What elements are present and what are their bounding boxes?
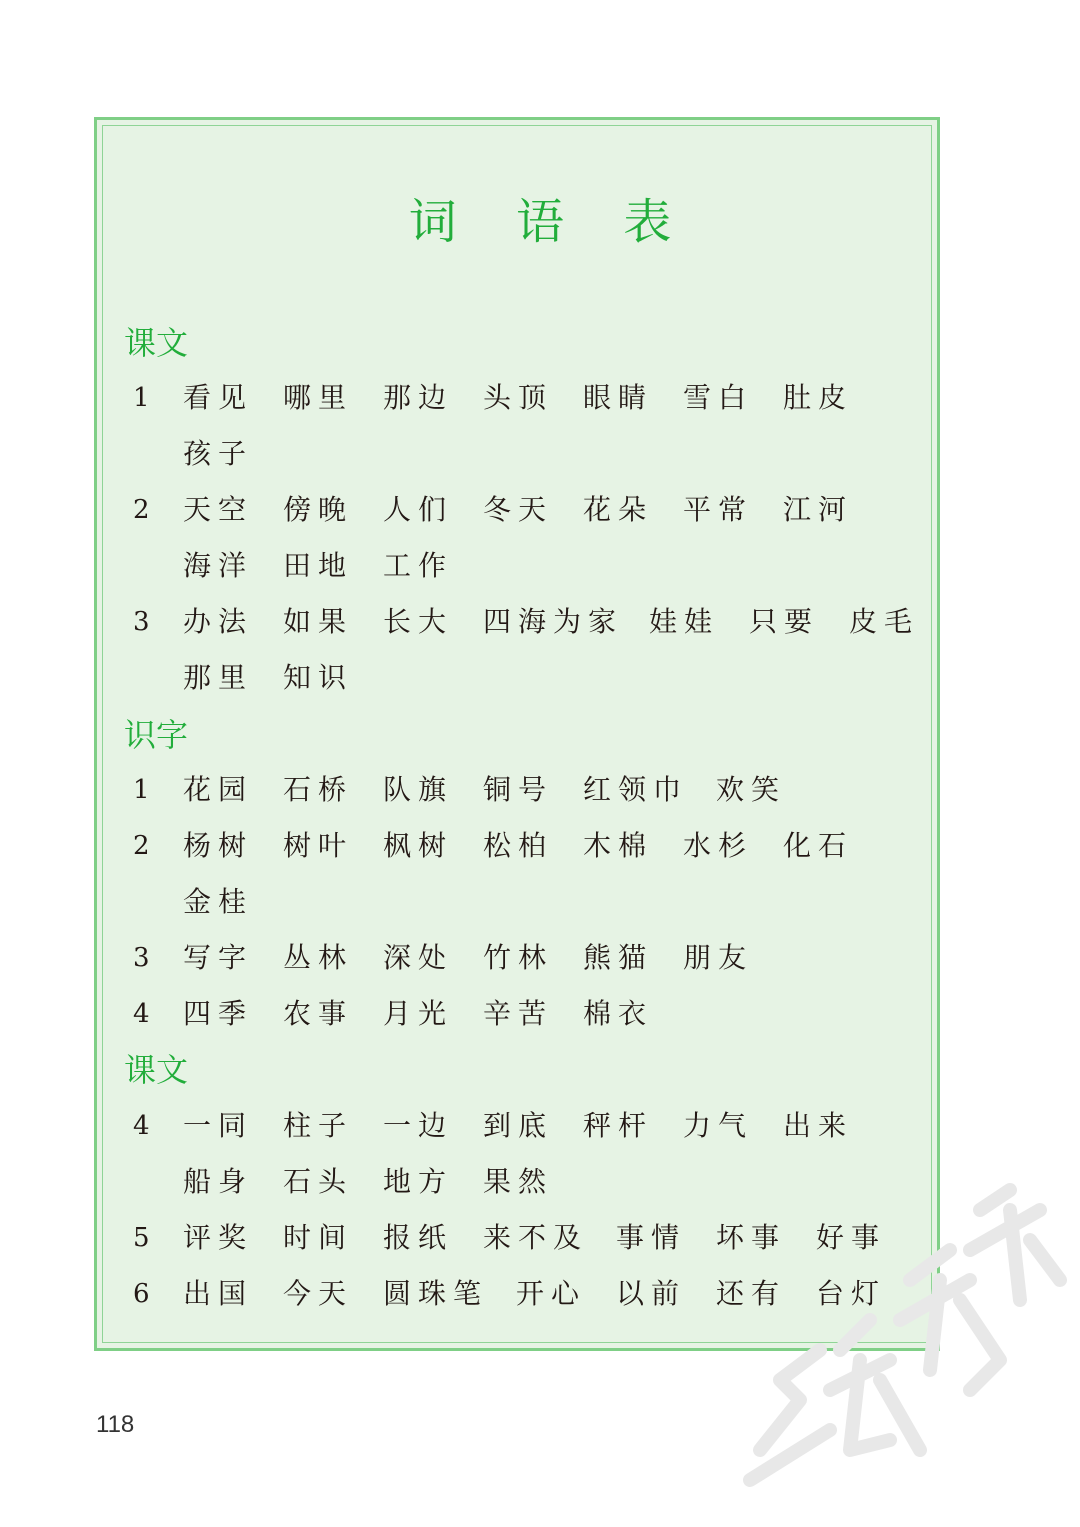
vocab-word: 花朵 (583, 493, 654, 526)
vocab-word: 好事 (816, 1221, 887, 1254)
vocab-word: 评奖 (183, 1221, 254, 1254)
vocab-word: 石头 (283, 1165, 354, 1198)
vocab-word: 果然 (483, 1165, 554, 1198)
vocab-word: 眼睛 (583, 381, 654, 414)
vocab-word: 铜号 (483, 773, 554, 806)
vocab-word: 石桥 (283, 773, 354, 806)
lesson-number: 2 (133, 831, 150, 861)
vocab-word: 孩子 (183, 437, 254, 470)
vocab-word: 金桂 (183, 885, 254, 918)
lesson-number: 1 (133, 383, 150, 413)
vocab-word: 今天 (283, 1277, 354, 1310)
vocab-word: 来不及 (483, 1221, 589, 1254)
vocab-word: 一同 (183, 1109, 254, 1142)
vocab-word: 欢笑 (716, 773, 787, 806)
vocab-word: 冬天 (483, 493, 554, 526)
vocab-word: 开心 (516, 1277, 587, 1310)
vocab-word: 肚皮 (783, 381, 854, 414)
vocab-word: 平常 (683, 493, 754, 526)
vocab-word: 到底 (483, 1109, 554, 1142)
section-heading: 课文 (124, 1051, 189, 1089)
vocab-word: 只要 (749, 605, 820, 638)
lesson-number: 5 (133, 1223, 150, 1253)
vocab-word: 傍晚 (283, 493, 354, 526)
vocab-word: 四海为家 (483, 605, 624, 638)
vocab-word: 秤杆 (583, 1109, 654, 1142)
vocab-word: 一边 (383, 1109, 454, 1142)
vocab-word: 坏事 (716, 1221, 787, 1254)
vocab-word: 树叶 (283, 829, 354, 862)
vocab-word: 如果 (283, 605, 354, 638)
page-title: 词 语 表 (408, 194, 694, 250)
vocab-word: 海洋 (183, 549, 254, 582)
vocab-word: 熊猫 (583, 941, 654, 974)
vocab-word: 雪白 (683, 381, 754, 414)
vocab-word: 农事 (283, 997, 354, 1030)
vocab-word: 化石 (783, 829, 854, 862)
vocab-word: 出国 (183, 1277, 254, 1310)
section-heading: 识字 (124, 716, 189, 754)
vocab-word: 四季 (183, 997, 254, 1030)
vocab-word: 以前 (616, 1277, 687, 1310)
lesson-number: 4 (133, 1111, 150, 1141)
vocab-word: 木棉 (583, 829, 654, 862)
vocab-word: 船身 (183, 1165, 254, 1198)
vocab-word: 花园 (183, 773, 254, 806)
vocab-word: 棉衣 (583, 997, 654, 1030)
lesson-number: 1 (133, 775, 150, 805)
vocab-word: 地方 (383, 1165, 454, 1198)
vocab-word: 队旗 (383, 773, 454, 806)
vocab-word: 竹林 (483, 941, 554, 974)
vocab-word: 田地 (283, 549, 354, 582)
lesson-number: 3 (133, 607, 150, 637)
vocab-word: 朋友 (683, 941, 754, 974)
vocab-word: 圆珠笔 (383, 1277, 489, 1310)
vocab-word: 工作 (383, 549, 454, 582)
lesson-number: 3 (133, 943, 150, 973)
vocab-word: 水杉 (683, 829, 754, 862)
vocab-word: 报纸 (383, 1221, 454, 1254)
vocab-word: 哪里 (283, 381, 354, 414)
vocab-word: 柱子 (283, 1109, 354, 1142)
vocab-word: 红领巾 (583, 773, 689, 806)
vocab-word: 出来 (783, 1109, 854, 1142)
vocab-word: 看见 (183, 381, 254, 414)
vocab-word: 深处 (383, 941, 454, 974)
vocab-word: 人们 (383, 493, 454, 526)
lesson-number: 4 (133, 999, 150, 1029)
vocab-word: 力气 (683, 1109, 754, 1142)
vocab-word: 杨树 (183, 829, 254, 862)
vocab-word: 皮毛 (849, 605, 920, 638)
vocab-word: 时间 (283, 1221, 354, 1254)
vocab-word: 娃娃 (649, 605, 720, 638)
vocab-word: 写字 (183, 941, 254, 974)
vocab-word: 办法 (183, 605, 254, 638)
vocab-word: 丛林 (283, 941, 354, 974)
vocab-word: 头顶 (483, 381, 554, 414)
lesson-number: 6 (133, 1279, 150, 1309)
vocab-word: 还有 (716, 1277, 787, 1310)
section-heading: 课文 (124, 324, 189, 362)
vocab-word: 江河 (783, 493, 854, 526)
page-number: 118 (96, 1411, 135, 1438)
vocab-word: 知识 (283, 661, 354, 694)
vocab-word: 辛苦 (483, 997, 554, 1030)
vocab-word: 台灯 (816, 1277, 887, 1310)
vocab-word: 那里 (183, 661, 254, 694)
vocab-word: 事情 (616, 1221, 687, 1254)
vocab-word: 长大 (383, 605, 454, 638)
vocab-word: 松柏 (483, 829, 554, 862)
vocab-word: 枫树 (383, 829, 454, 862)
vocab-word: 那边 (383, 381, 454, 414)
vocab-word: 月光 (383, 997, 454, 1030)
panel-inner-border (102, 125, 932, 1343)
lesson-number: 2 (133, 495, 150, 525)
vocab-word: 天空 (183, 493, 254, 526)
